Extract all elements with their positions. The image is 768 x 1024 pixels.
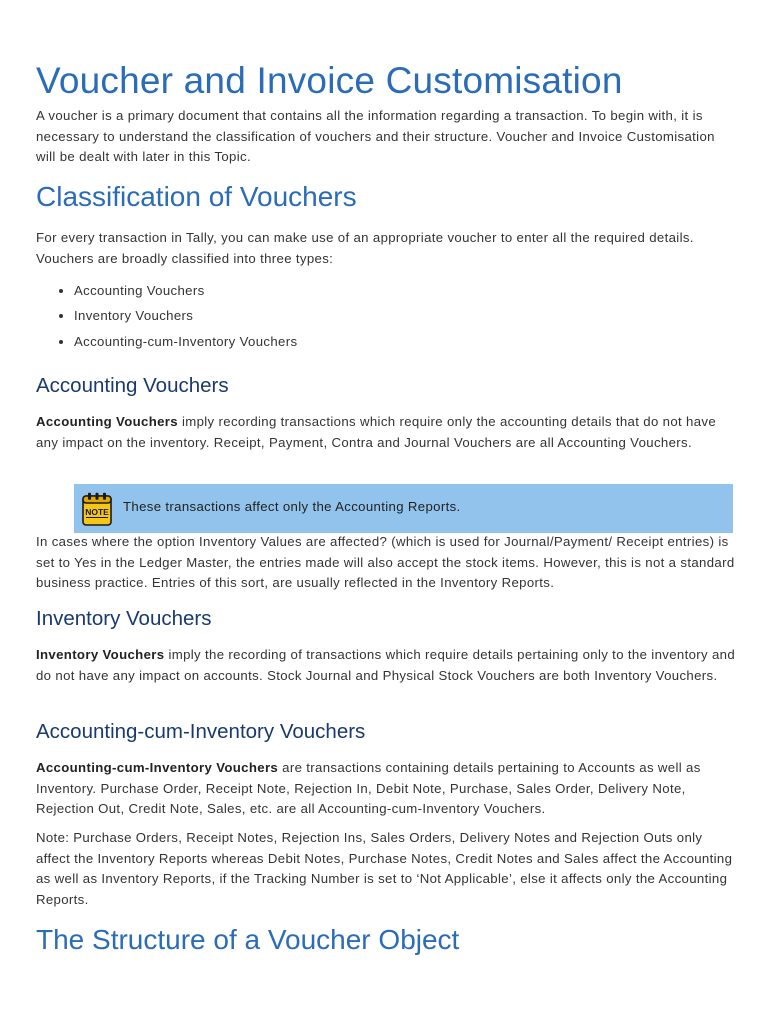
accounting-extra-paragraph: In cases where the option Inventory Values are affected? (which is used for Journal/Payment/ Receipt entries) is set to Yes in the Ledger Master, the entries made will also accept the stock items. However, this is not a standard business practice. Entries of this sort, are usually reflected in the Inventory Reports. — [36, 534, 735, 591]
combined-note-paragraph: Note: Purchase Orders, Receipt Notes, Rejection Ins, Sales Orders, Delivery Notes and Rejection Outs only affect the Inventory Reports whereas Debit Notes, Purchase Notes, Credit Notes and Sales affect the Accounting as well as Inventory Reports, if the Tracking Number is set to ‘Not Applicable’, else it affects only the Accounting Reports. — [36, 830, 733, 907]
accounting-vouchers-text: imply recording transactions which require only the accounting details that do not have any impact on the inventory. Receipt, Payment, Contra and Journal Vouchers are all Accounting Vouchers. — [36, 414, 717, 450]
structure-heading: The Structure of a Voucher Object — [36, 924, 460, 955]
voucher-types-list — [36, 278, 297, 354]
inventory-vouchers-text: imply the recording of transactions which require details pertaining only to the inventory and do not have any impact on accounts. Stock Journal and Physical Stock Vouchers are both Inventory Vouchers. — [36, 647, 736, 683]
list-item: • Accounting Vouchers — [74, 278, 297, 303]
combined-vouchers-term: Accounting-cum-Inventory Vouchers — [36, 760, 279, 775]
classification-heading: Classification of Vouchers — [36, 181, 357, 212]
combined-vouchers-paragraph — [36, 758, 736, 820]
note-icon — [82, 492, 112, 526]
intro-paragraph: A voucher is a primary document that contains all the information regarding a transaction. To begin with, it is necessary to understand the classification of vouchers and their structure. Voucher and Invoice Customisation will be dealt with later in this Topic. — [36, 108, 715, 165]
list-item: • Accounting-cum-Inventory Vouchers — [74, 329, 297, 354]
inventory-vouchers-heading: Inventory Vouchers — [36, 607, 212, 630]
page-title: Voucher and Invoice Customisation — [36, 60, 623, 101]
note-icon-label: NOTE — [85, 507, 109, 517]
accounting-vouchers-heading: Accounting Vouchers — [36, 374, 229, 397]
note-text: These transactions affect only the Accounting Reports. — [123, 499, 461, 514]
list-item: • Inventory Vouchers — [74, 303, 297, 328]
inventory-vouchers-paragraph — [36, 645, 736, 686]
combined-vouchers-heading: Accounting-cum-Inventory Vouchers — [36, 720, 366, 743]
combined-vouchers-text: are transactions containing details pertaining to Accounts as well as Inventory. Purchase Order, Receipt Note, Rejection In, Debit Note, Purchase, Sales Order, Delivery Note, Rejection Out, Credit Note, Sales, etc. are all Accounting-cum-Inventory Vouchers. — [36, 760, 701, 817]
classification-paragraph: For every transaction in Tally, you can make use of an appropriate voucher to enter all the required details. Vouchers are broadly classified into three types: — [36, 230, 694, 266]
accounting-vouchers-term: Accounting Vouchers — [36, 414, 178, 429]
inventory-vouchers-term: Inventory Vouchers — [36, 647, 165, 662]
accounting-vouchers-paragraph — [36, 412, 736, 453]
note-box — [74, 484, 733, 533]
